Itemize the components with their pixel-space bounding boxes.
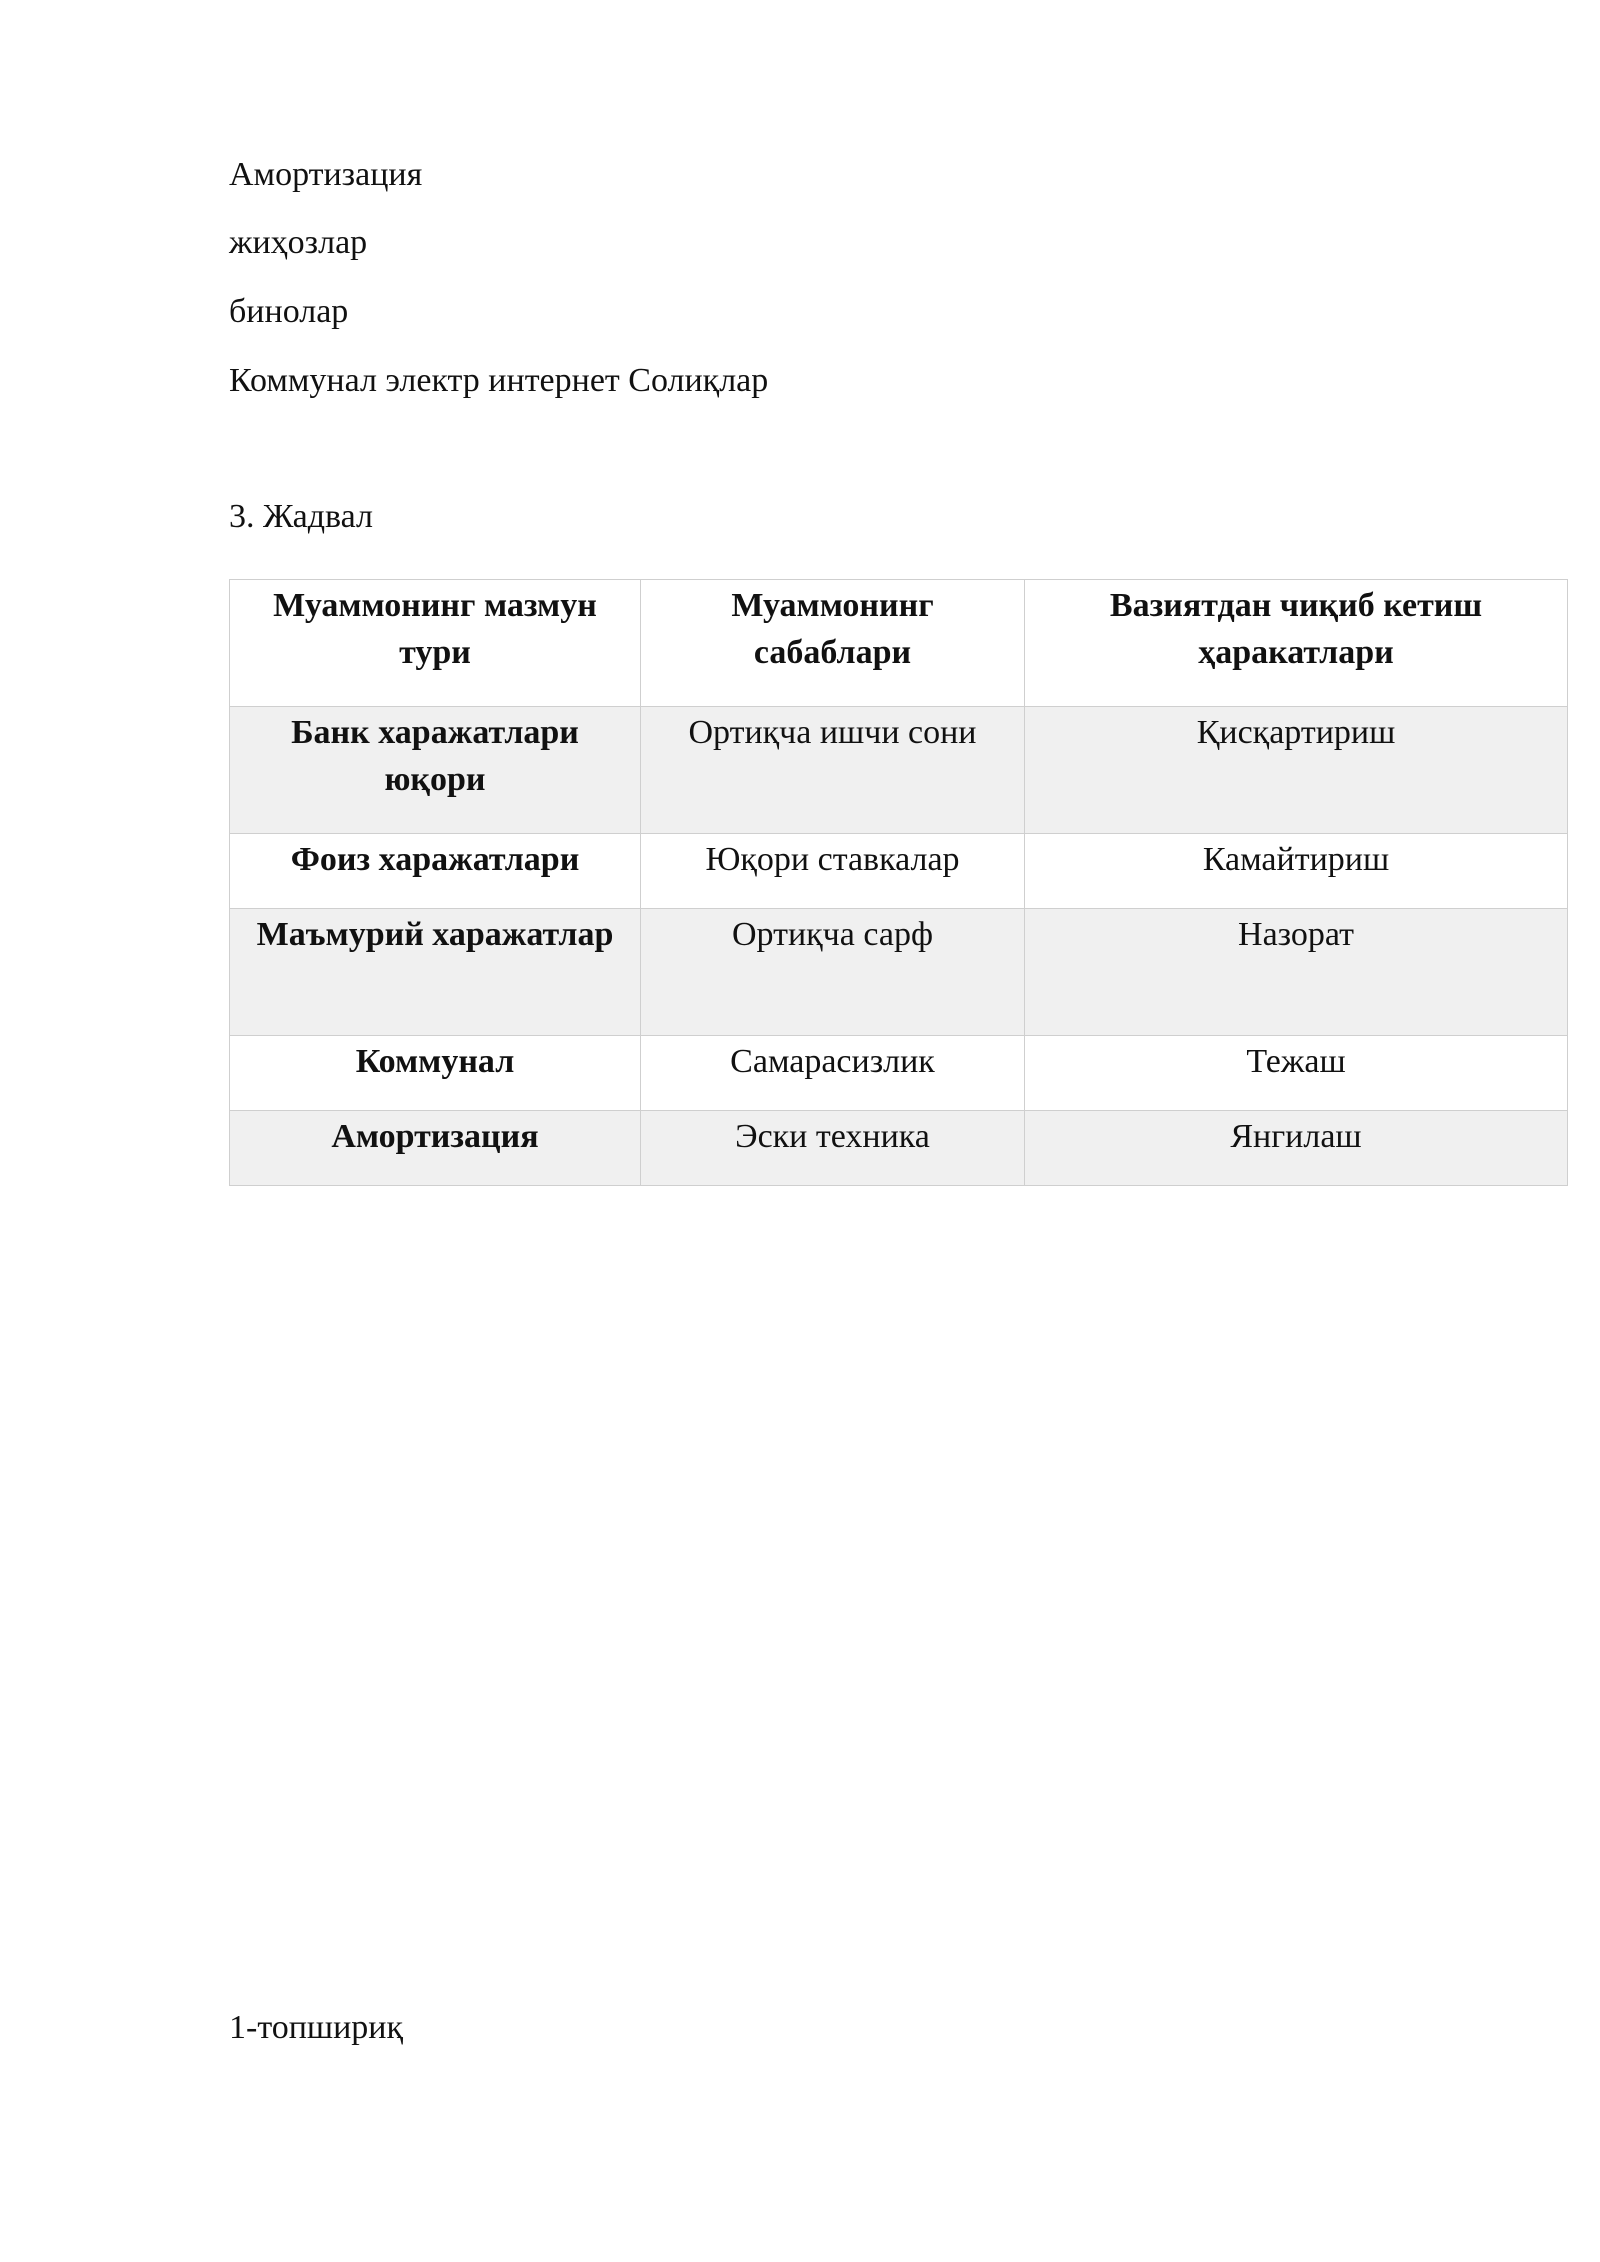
table-row <box>230 909 1568 1036</box>
cell-action: Камайтириш <box>1025 834 1568 909</box>
cell-action: Назорат <box>1025 909 1568 1036</box>
header-problem-causes: Муаммонинг сабаблари <box>641 580 1025 707</box>
task-heading: 1-топшириқ <box>229 2009 404 2046</box>
cell-problem-type: Фоиз харажатлари <box>230 834 641 909</box>
cell-cause: Ортиқча сарф <box>641 909 1025 1036</box>
cell-problem-type: Банк харажатлари юқори <box>230 707 641 834</box>
paragraph-utilities: Коммунал электр интернет Солиқлар <box>229 362 769 399</box>
table-row <box>230 834 1568 909</box>
cell-cause: Ортиқча ишчи сони <box>641 707 1025 834</box>
table-caption: 3. Жадвал <box>229 498 373 535</box>
cell-action: Қисқартириш <box>1025 707 1568 834</box>
cell-cause: Самарасизлик <box>641 1036 1025 1111</box>
cell-action: Янгилаш <box>1025 1111 1568 1186</box>
problems-table <box>229 579 1568 1186</box>
table-row <box>230 1036 1568 1111</box>
table-header-row <box>230 580 1568 707</box>
cell-cause: Эски техника <box>641 1111 1025 1186</box>
table-row <box>230 707 1568 834</box>
cell-problem-type: Коммунал <box>230 1036 641 1111</box>
cell-action: Тежаш <box>1025 1036 1568 1111</box>
table-row <box>230 1111 1568 1186</box>
paragraph-equipment: жиҳозлар <box>229 224 368 261</box>
header-problem-type: Муаммонинг мазмун тури <box>230 580 641 707</box>
paragraph-amortization: Амортизация <box>229 156 423 193</box>
header-solution-actions: Вазиятдан чиқиб кетиш ҳаракатлари <box>1025 580 1568 707</box>
cell-problem-type: Маъмурий харажатлар <box>230 909 641 1036</box>
cell-cause: Юқори ставкалар <box>641 834 1025 909</box>
cell-problem-type: Амортизация <box>230 1111 641 1186</box>
paragraph-buildings: бинолар <box>229 293 349 330</box>
